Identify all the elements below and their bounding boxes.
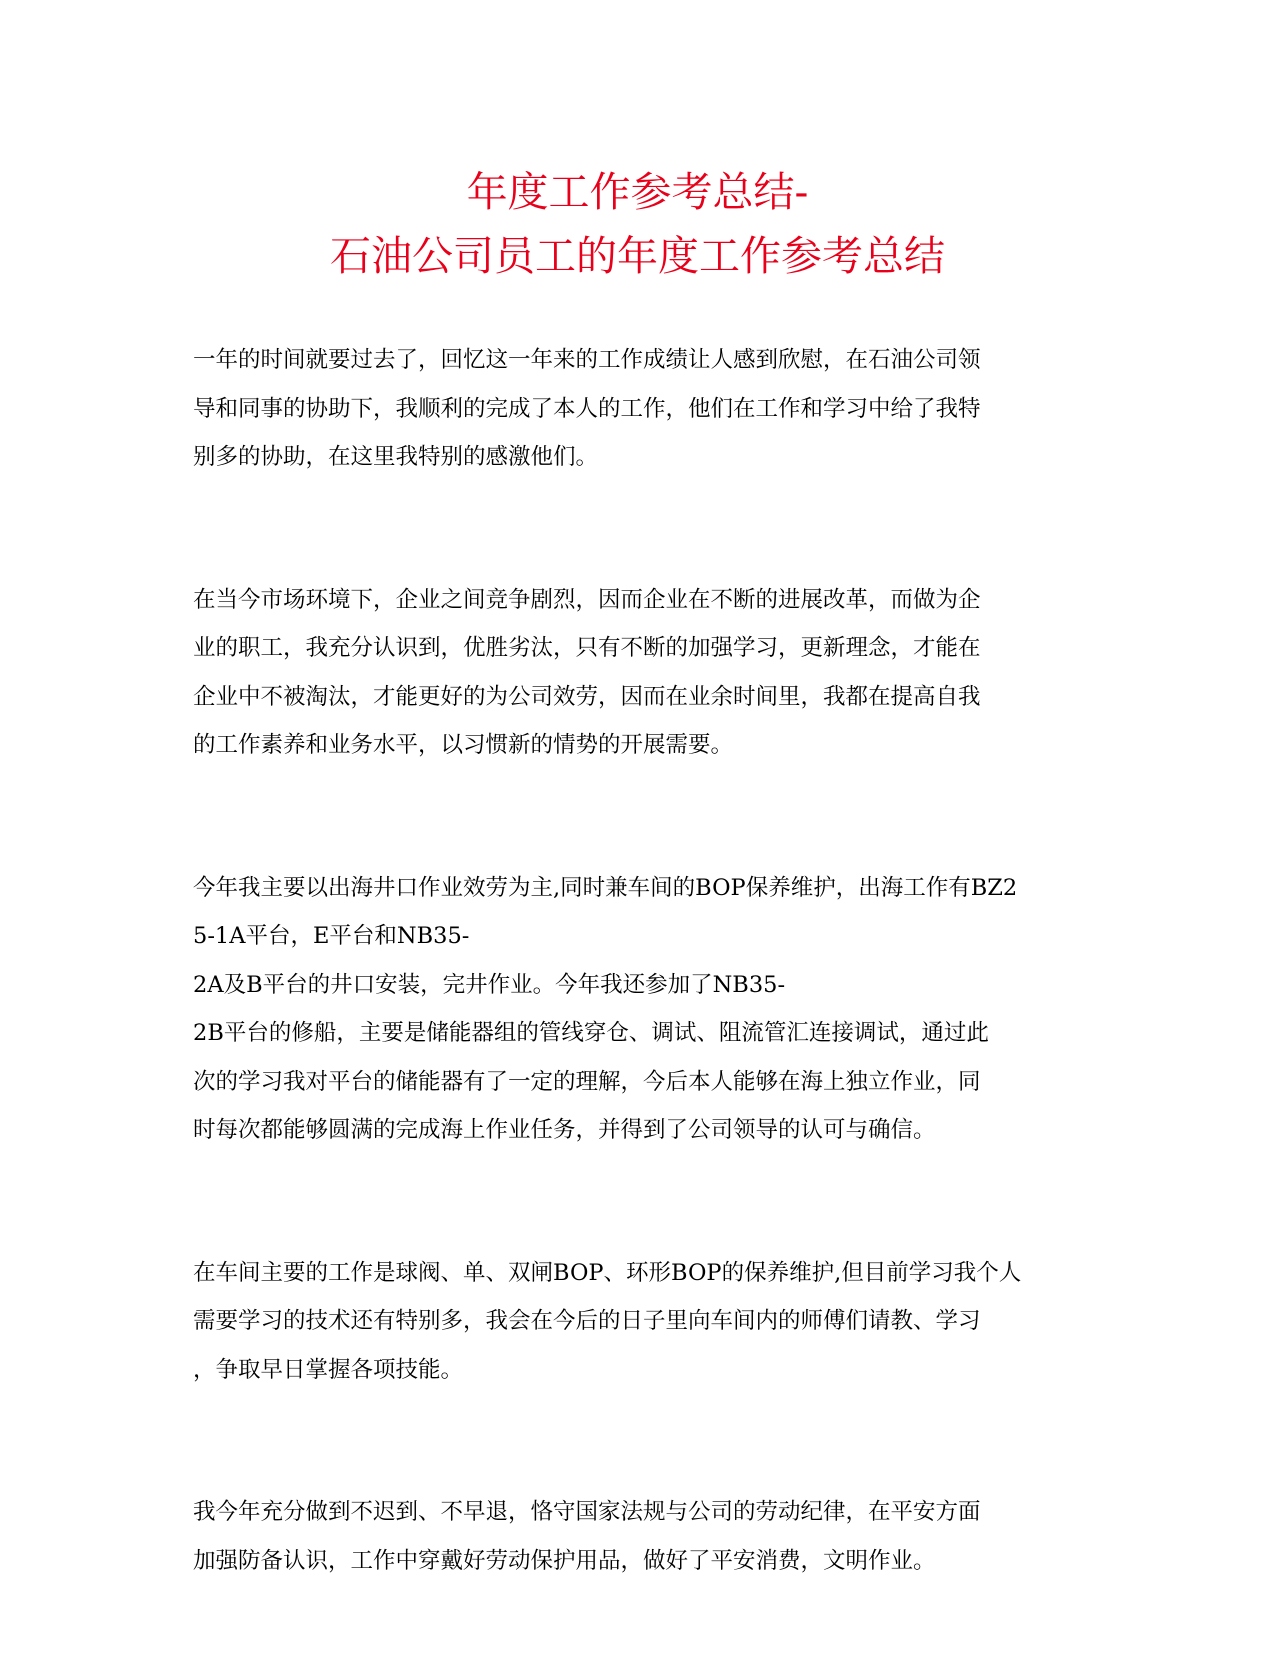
paragraph-line: 加强防备认识，工作中穿戴好劳动保护用品，做好了平安消费，文明作业。 (193, 1547, 936, 1574)
paragraph-line: 我今年充分做到不迟到、不早退，恪守国家法规与公司的劳动纪律，在平安方面 (193, 1499, 981, 1525)
paragraph-line: 在当今市场环境下，企业之间竞争剧烈，因而企业在不断的进展改革，而做为企 (193, 586, 981, 613)
paragraph-line: ，争取早日掌握各项技能。 (193, 1356, 464, 1383)
paragraph-line: 企业中不被淘汰，才能更好的为公司效劳，因而在业余时间里，我都在提高自我 (193, 683, 981, 710)
paragraph-1 (193, 336, 1093, 482)
paragraph-3 (193, 864, 1093, 1155)
paragraph-line: 需要学习的技术还有特别多，我会在今后的日子里向车间内的师傅们请教、学习 (193, 1308, 981, 1334)
paragraph-line: 时每次都能够圆满的完成海上作业任务，并得到了公司领导的认可与确信。 (193, 1117, 936, 1143)
paragraph-line: 今年我主要以出海井口作业效劳为主,同时兼车间的BOP保养维护，出海工作有BZ2 (193, 874, 1018, 901)
document-title (0, 160, 1275, 288)
paragraph-line: 的工作素养和业务水平，以习惯新的情势的开展需要。 (193, 732, 734, 758)
document-body (193, 336, 1093, 1679)
paragraph-2 (193, 576, 1093, 770)
title-line-1: 年度工作参考总结- (466, 168, 809, 216)
paragraph-line: 导和同事的协助下，我顺利的完成了本人的工作，他们在工作和学习中给了我特 (193, 395, 981, 422)
paragraph-line: 2A及B平台的井口安装，完井作业。今年我还参加了NB35- (193, 971, 786, 998)
paragraph-5 (193, 1488, 1093, 1585)
paragraph-line: 5-1A平台，E平台和NB35- (193, 923, 470, 949)
paragraph-line: 在车间主要的工作是球阀、单、双闸BOP、环形BOP的保养维护,但目前学习我个人 (193, 1259, 1022, 1286)
paragraph-line: 2B平台的修船，主要是储能器组的管线穿仓、调试、阻流管汇连接调试，通过此 (193, 1020, 989, 1046)
paragraph-line: 一年的时间就要过去了，回忆这一年来的工作成绩让人感到欣慰，在石油公司领 (193, 347, 981, 373)
paragraph-line: 次的学习我对平台的储能器有了一定的理解，今后本人能够在海上独立作业，同 (193, 1068, 981, 1095)
paragraph-line: 别多的协助，在这里我特别的感激他们。 (193, 444, 599, 470)
paragraph-line: 业的职工，我充分认识到，优胜劣汰，只有不断的加强学习，更新理念，才能在 (193, 635, 981, 661)
title-line-2: 石油公司员工的年度工作参考总结 (330, 232, 945, 280)
paragraph-4 (193, 1249, 1093, 1395)
